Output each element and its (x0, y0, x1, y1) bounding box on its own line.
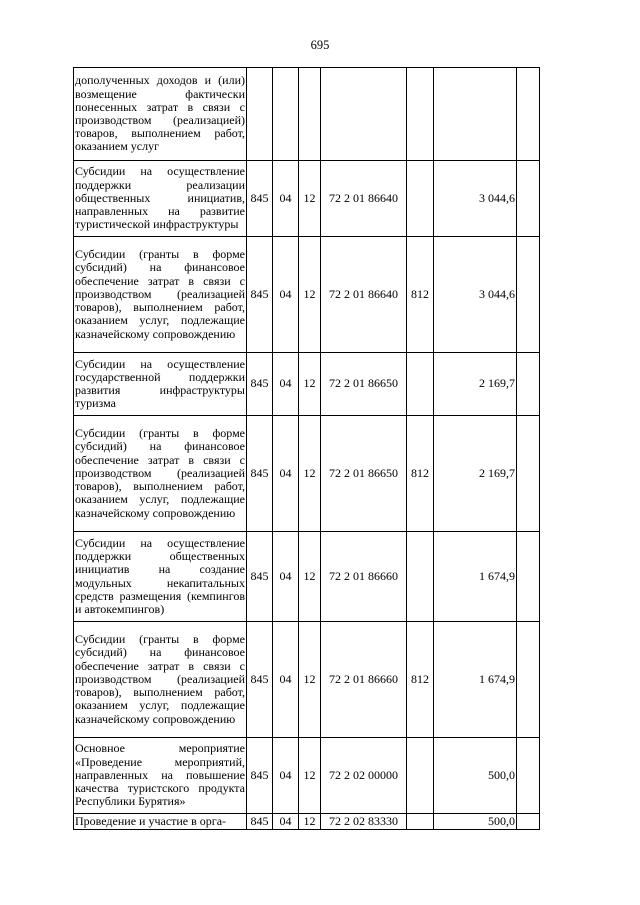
grbs-code-cell: 845 (247, 814, 273, 830)
amount-cell: 2 169,7 (434, 416, 517, 532)
expense-type-cell (407, 68, 434, 161)
row-name-cell: Субсидии (гранты в форме субсидий) на финансовое обеспечение затрат в связи с производством (реализацией товаров), выполнением работ, оказанием услуг, подлежащие казначейскому сопровождению (74, 622, 247, 738)
target-article-cell: 72 2 02 83330 (321, 814, 407, 830)
table-row (74, 161, 540, 237)
expense-type-cell: 812 (407, 416, 434, 532)
subsection-code-cell: 12 (299, 416, 321, 532)
target-article-cell: 72 2 01 86660 (321, 622, 407, 738)
row-name-cell: Субсидии на осуществление поддержки реализации общественных инициатив, направленных на развитие туристической инфраструктуры (74, 161, 247, 237)
target-article-cell (321, 68, 407, 161)
expense-type-cell: 812 (407, 237, 434, 353)
extra-cell (517, 814, 540, 830)
table-row (74, 738, 540, 814)
row-name-cell: дополученных доходов и (или) возмещение фактически понесенных затрат в связи с производством (реализацией) товаров, выполнением работ, оказанием услуг (74, 68, 247, 161)
grbs-code-cell: 845 (247, 622, 273, 738)
table-row (74, 814, 540, 830)
extra-cell (517, 237, 540, 353)
subsection-code-cell: 12 (299, 738, 321, 814)
grbs-code-cell (247, 68, 273, 161)
subsection-code-cell: 12 (299, 161, 321, 237)
section-code-cell: 04 (273, 622, 299, 738)
table-row (74, 237, 540, 353)
section-code-cell: 04 (273, 814, 299, 830)
amount-cell: 1 674,9 (434, 622, 517, 738)
row-name-cell: Проведение и участие в орга- (74, 814, 247, 830)
extra-cell (517, 532, 540, 622)
target-article-cell: 72 2 01 86640 (321, 161, 407, 237)
amount-cell: 500,0 (434, 814, 517, 830)
grbs-code-cell: 845 (247, 353, 273, 416)
section-code-cell: 04 (273, 738, 299, 814)
budget-table (73, 67, 540, 830)
grbs-code-cell: 845 (247, 237, 273, 353)
section-code-cell: 04 (273, 416, 299, 532)
table-row (74, 622, 540, 738)
expense-type-cell (407, 353, 434, 416)
subsection-code-cell: 12 (299, 814, 321, 830)
extra-cell (517, 416, 540, 532)
section-code-cell: 04 (273, 353, 299, 416)
extra-cell (517, 738, 540, 814)
row-name-cell: Основное мероприятие «Проведение мероприятий, направленных на повышение качества туристского продукта Республики Бурятия» (74, 738, 247, 814)
amount-cell: 1 674,9 (434, 532, 517, 622)
table-row (74, 68, 540, 161)
amount-cell (434, 68, 517, 161)
section-code-cell: 04 (273, 532, 299, 622)
table-row (74, 532, 540, 622)
amount-cell: 2 169,7 (434, 353, 517, 416)
amount-cell: 3 044,6 (434, 161, 517, 237)
expense-type-cell (407, 161, 434, 237)
target-article-cell: 72 2 01 86650 (321, 416, 407, 532)
table-row (74, 353, 540, 416)
extra-cell (517, 353, 540, 416)
subsection-code-cell: 12 (299, 237, 321, 353)
grbs-code-cell: 845 (247, 161, 273, 237)
grbs-code-cell: 845 (247, 532, 273, 622)
target-article-cell: 72 2 02 00000 (321, 738, 407, 814)
expense-type-cell (407, 738, 434, 814)
extra-cell (517, 622, 540, 738)
row-name-cell: Субсидии на осуществление государственной поддержки развития инфраструктуры туризма (74, 353, 247, 416)
target-article-cell: 72 2 01 86660 (321, 532, 407, 622)
row-name-cell: Субсидии (гранты в форме субсидий) на финансовое обеспечение затрат в связи с производством (реализацией товаров), выполнением работ, оказанием услуг, подлежащие казначейскому сопровождению (74, 416, 247, 532)
page-number: 695 (310, 38, 330, 52)
expense-type-cell (407, 814, 434, 830)
section-code-cell (273, 68, 299, 161)
grbs-code-cell: 845 (247, 416, 273, 532)
target-article-cell: 72 2 01 86640 (321, 237, 407, 353)
extra-cell (517, 161, 540, 237)
target-article-cell: 72 2 01 86650 (321, 353, 407, 416)
subsection-code-cell (299, 68, 321, 161)
row-name-cell: Субсидии на осуществление поддержки общественных инициатив на создание модульных некапитальных средств размещения (кемпингов и автокемпингов) (74, 532, 247, 622)
table-row (74, 416, 540, 532)
expense-type-cell (407, 532, 434, 622)
subsection-code-cell: 12 (299, 532, 321, 622)
row-name-cell: Субсидии (гранты в форме субсидий) на финансовое обеспечение затрат в связи с производством (реализацией товаров), выполнением работ, оказанием услуг, подлежащие казначейскому сопровождению (74, 237, 247, 353)
subsection-code-cell: 12 (299, 622, 321, 738)
expense-type-cell: 812 (407, 622, 434, 738)
section-code-cell: 04 (273, 161, 299, 237)
section-code-cell: 04 (273, 237, 299, 353)
amount-cell: 500,0 (434, 738, 517, 814)
amount-cell: 3 044,6 (434, 237, 517, 353)
extra-cell (517, 68, 540, 161)
subsection-code-cell: 12 (299, 353, 321, 416)
grbs-code-cell: 845 (247, 738, 273, 814)
